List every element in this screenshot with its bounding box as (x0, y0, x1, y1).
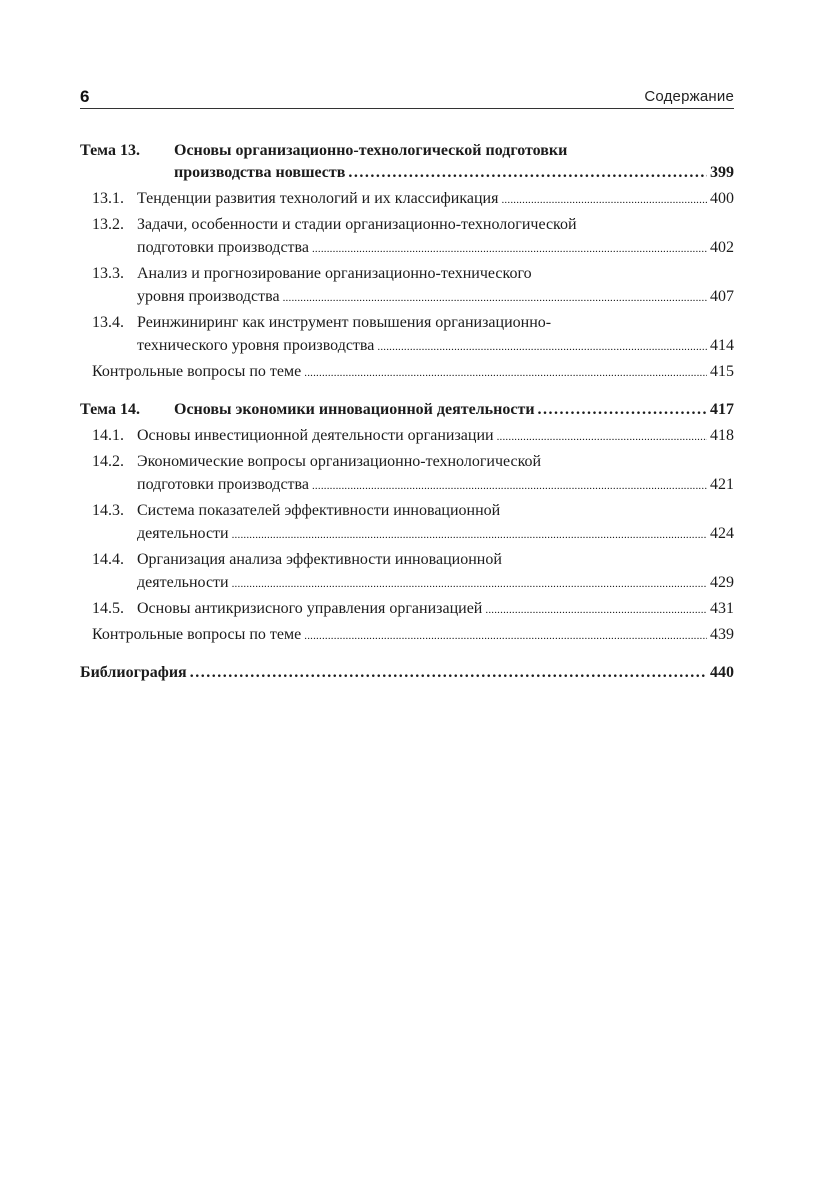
page-number: 6 (80, 87, 90, 106)
section-title (137, 548, 734, 596)
dot-leader (304, 362, 707, 385)
dot-leader (485, 599, 707, 622)
toc-topic (80, 399, 734, 648)
page-ref: 417 (710, 401, 734, 418)
topic-title (174, 399, 734, 421)
toc-entry[interactable] (80, 424, 734, 449)
section-text: уровня производства (137, 288, 280, 305)
section-text: деятельности (137, 525, 229, 542)
toc-entry-row (92, 187, 734, 212)
section-text: Задачи, особенности и стадии организационно-технологической (137, 216, 577, 233)
topic-title-text: Основы организационно-технологической подготовки (174, 142, 568, 159)
section-title: Содержание (644, 88, 734, 105)
dot-leader (283, 287, 707, 310)
dot-leader (538, 399, 707, 421)
dot-leader (232, 524, 707, 547)
topic-title-text: производства новшеств (174, 164, 346, 181)
toc-entry-row (92, 311, 734, 359)
page-ref: 400 (710, 190, 734, 207)
section-line (137, 548, 734, 571)
page-ref: 402 (710, 239, 734, 256)
section-text: Основы инвестиционной деятельности организации (137, 427, 494, 444)
dot-leader (377, 336, 707, 359)
page-ref: 431 (710, 600, 734, 617)
review-questions-label: Контрольные вопросы по теме (92, 626, 302, 643)
section-line (137, 213, 734, 236)
topic-title (174, 140, 734, 184)
section-text: технического уровня производства (137, 337, 375, 354)
topic-title-text: Основы экономики инновационной деятельности (174, 401, 535, 418)
section-number: 14.3. (92, 502, 124, 519)
section-text: подготовки производства (137, 239, 309, 256)
page-ref: 439 (710, 626, 734, 643)
section-number: 13.1. (92, 190, 124, 207)
topic-sections (80, 187, 734, 385)
section-text: Реинжиниринг как инструмент повышения организационно- (137, 314, 552, 331)
toc-entry-row (92, 450, 734, 498)
section-title (137, 213, 734, 261)
page-ref: 415 (710, 363, 734, 380)
dot-leader (497, 426, 707, 449)
topic-title-line (174, 399, 734, 421)
review-questions-label: Контрольные вопросы по теме (92, 363, 302, 380)
toc-entry-row (92, 213, 734, 261)
toc-entry[interactable] (80, 499, 734, 547)
section-text: Тенденции развития технологий и их классификация (137, 190, 499, 207)
topic-sections (80, 424, 734, 648)
bibliography-label: Библиография (80, 664, 187, 681)
section-text: Основы антикризисного управления организацией (137, 600, 483, 617)
section-line (137, 473, 734, 498)
toc-entry-row (92, 548, 734, 596)
section-text: Экономические вопросы организационно-технологической (137, 453, 542, 470)
section-title (137, 262, 734, 310)
review-questions-entry[interactable] (80, 360, 734, 385)
section-line (137, 311, 734, 334)
dot-leader (304, 625, 707, 648)
dot-leader (501, 189, 707, 212)
topic-number: Тема 13. (80, 142, 140, 159)
topic-title-line (174, 140, 734, 162)
section-number: 13.2. (92, 216, 124, 233)
toc-entry[interactable] (80, 187, 734, 212)
section-line (137, 522, 734, 547)
review-questions-entry[interactable] (80, 623, 734, 648)
toc-entry-row (92, 262, 734, 310)
section-title (137, 187, 734, 212)
toc-entry[interactable] (80, 262, 734, 310)
section-line (137, 262, 734, 285)
section-line (137, 236, 734, 261)
topic-number: Тема 14. (80, 401, 140, 418)
toc-topic (80, 140, 734, 385)
toc-entry-row (92, 424, 734, 449)
section-number: 14.4. (92, 551, 124, 568)
section-line (137, 499, 734, 522)
section-title (137, 450, 734, 498)
page-ref: 421 (710, 476, 734, 493)
section-text: Система показателей эффективности инновационной (137, 502, 501, 519)
page-ref: 440 (710, 664, 734, 681)
section-title (137, 424, 734, 449)
toc-entry-row (92, 499, 734, 547)
bibliography-entry[interactable] (80, 662, 734, 684)
dot-leader (312, 238, 707, 261)
dot-leader (232, 573, 707, 596)
section-text: подготовки производства (137, 476, 309, 493)
toc-entry[interactable] (80, 213, 734, 261)
section-line (137, 187, 734, 212)
section-number: 13.4. (92, 314, 124, 331)
topic-heading[interactable] (80, 399, 734, 421)
toc-entry-row (92, 597, 734, 622)
running-header (80, 86, 734, 109)
dot-leader (190, 662, 707, 684)
section-line (137, 285, 734, 310)
section-line (137, 424, 734, 449)
topic-heading[interactable] (80, 140, 734, 184)
table-of-contents (80, 140, 734, 684)
section-line (137, 571, 734, 596)
toc-entry[interactable] (80, 311, 734, 359)
page-ref: 429 (710, 574, 734, 591)
page-ref: 414 (710, 337, 734, 354)
page-ref: 399 (710, 164, 734, 181)
section-number: 14.5. (92, 600, 124, 617)
section-title (137, 597, 734, 622)
section-text: Организация анализа эффективности инновационной (137, 551, 502, 568)
section-line (137, 450, 734, 473)
toc-entry[interactable] (80, 597, 734, 622)
toc-entry[interactable] (80, 548, 734, 596)
section-number: 13.3. (92, 265, 124, 282)
dot-leader (348, 162, 707, 184)
section-line (137, 334, 734, 359)
toc-entry[interactable] (80, 450, 734, 498)
page-ref: 418 (710, 427, 734, 444)
section-number: 14.1. (92, 427, 124, 444)
page-ref: 407 (710, 288, 734, 305)
section-text: деятельности (137, 574, 229, 591)
dot-leader (312, 475, 707, 498)
section-title (137, 311, 734, 359)
section-title (137, 499, 734, 547)
section-number: 14.2. (92, 453, 124, 470)
section-line (137, 597, 734, 622)
section-text: Анализ и прогнозирование организационно-технического (137, 265, 532, 282)
topic-title-line (174, 162, 734, 184)
page-ref: 424 (710, 525, 734, 542)
